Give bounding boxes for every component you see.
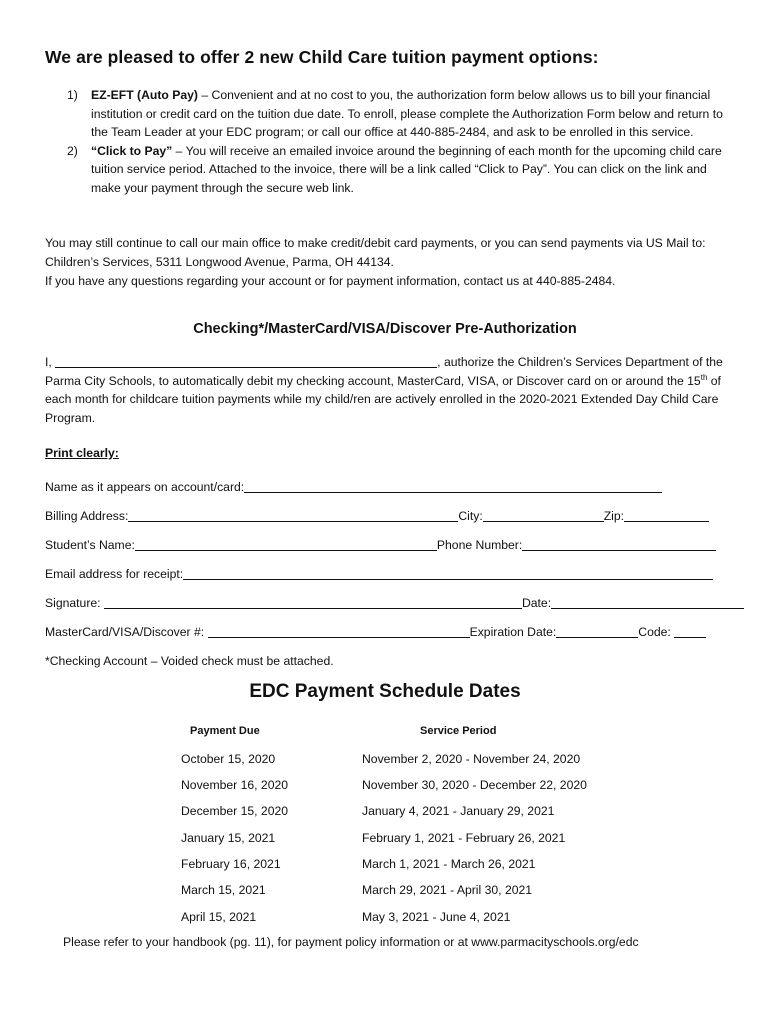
payment-due-cell: November 16, 2020 xyxy=(181,778,289,792)
option-item-click-to-pay xyxy=(45,142,735,198)
payment-due-cell: December 15, 2020 xyxy=(181,804,289,818)
name-label: Name as it appears on account/card: xyxy=(45,480,245,494)
column-header-service-period: Service Period xyxy=(420,725,497,737)
expiration-blank[interactable] xyxy=(556,625,638,638)
option-label: EZ-EFT (Auto Pay) xyxy=(91,88,198,102)
page-title: We are pleased to offer 2 new Child Care tuition payment options: xyxy=(45,47,599,67)
contact-paragraph xyxy=(45,234,735,290)
name-field-line xyxy=(45,480,662,494)
option-item-auto-pay xyxy=(45,86,735,142)
print-clearly-label: Print clearly: xyxy=(45,446,119,460)
card-number-blank[interactable] xyxy=(208,625,470,638)
code-blank[interactable] xyxy=(674,625,706,638)
student-field-line xyxy=(45,538,716,552)
student-label: Student’s Name: xyxy=(45,538,135,552)
billing-label: Billing Address: xyxy=(45,509,129,523)
signature-field-line xyxy=(45,596,744,610)
checking-note: *Checking Account – Voided check must be attached. xyxy=(45,654,334,668)
signature-label: Signature: xyxy=(45,596,104,610)
expiration-label: Expiration Date: xyxy=(469,625,557,639)
auth-prefix: I, xyxy=(45,355,56,369)
footer-note: Please refer to your handbook (pg. 11), for payment policy information or at www.parmacityschools.org/edc xyxy=(63,935,639,949)
email-field-line xyxy=(45,567,713,581)
date-blank[interactable] xyxy=(551,596,744,609)
service-period-cell: November 2, 2020 - November 24, 2020 xyxy=(362,752,581,766)
card-field-line xyxy=(45,625,706,639)
payment-due-cell: October 15, 2020 xyxy=(181,752,276,766)
phone-label: Phone Number: xyxy=(436,538,523,552)
payment-due-cell: April 15, 2021 xyxy=(181,910,257,924)
payment-due-cell: March 15, 2021 xyxy=(181,883,266,897)
phone-blank[interactable] xyxy=(522,538,716,551)
name-blank[interactable] xyxy=(244,480,662,493)
service-period-cell: January 4, 2021 - January 29, 2021 xyxy=(362,804,555,818)
email-blank[interactable] xyxy=(183,567,713,580)
column-header-payment-due: Payment Due xyxy=(190,725,260,737)
option-text: – Convenient and at no cost to you, the authorization form below allows us to bill your financial institution or credit card on the tuition due date. To enroll, please complete the Authorization Form below and return to the Team Leader at your EDC program; or call our office at 440-885-2484, and ask to be enrolled in this service. xyxy=(91,88,723,140)
authorizer-name-blank[interactable] xyxy=(55,355,437,368)
contact-text: You may still continue to call our main office to make credit/debit card payments, or you can send payments via US Mail to: Children’s Services, 5311 Longwood Avenue, Parma, OH 44134. xyxy=(45,236,706,269)
signature-blank[interactable] xyxy=(104,596,522,609)
service-period-cell: March 29, 2021 - April 30, 2021 xyxy=(362,883,533,897)
service-period-cell: November 30, 2020 - December 22, 2020 xyxy=(362,778,587,792)
auth-sup: th xyxy=(700,372,708,382)
card-label: MasterCard/VISA/Discover #: xyxy=(45,625,208,639)
schedule-heading: EDC Payment Schedule Dates xyxy=(249,681,521,702)
city-label: City: xyxy=(458,509,483,523)
payment-due-cell: January 15, 2021 xyxy=(181,831,276,845)
service-period-cell: March 1, 2021 - March 26, 2021 xyxy=(362,857,536,871)
zip-blank[interactable] xyxy=(624,509,709,522)
service-period-cell: May 3, 2021 - June 4, 2021 xyxy=(362,910,511,924)
billing-field-line xyxy=(45,509,709,523)
authorization-paragraph xyxy=(45,353,735,427)
auth-text: , authorize the Children’s Services Department of the Parma City Schools, to automatically debit my checking account, MasterCard, VISA, or Discover card on or around the 15 xyxy=(45,355,723,388)
email-label: Email address for receipt: xyxy=(45,567,184,581)
list-number: 1) xyxy=(67,88,78,102)
payment-options-list xyxy=(45,86,735,198)
list-number: 2) xyxy=(67,143,78,158)
auth-text-rest: of each month for childcare tuition payments while my child/ren are actively enrolled in the 2020-2021 Extended Day Child Care Program. xyxy=(45,373,721,425)
questions-text: If you have any questions regarding your account or for payment information, contact us at 440-885-2484. xyxy=(45,273,616,288)
city-blank[interactable] xyxy=(483,509,604,522)
date-label: Date: xyxy=(521,596,552,610)
student-blank[interactable] xyxy=(135,538,437,551)
code-label: Code: xyxy=(638,625,675,639)
payment-due-cell: February 16, 2021 xyxy=(181,857,281,871)
billing-blank[interactable] xyxy=(128,509,458,522)
zip-label: Zip: xyxy=(603,509,625,523)
option-label: “Click to Pay” xyxy=(91,143,173,158)
service-period-cell: February 1, 2021 - February 26, 2021 xyxy=(362,831,566,845)
option-text: – You will receive an emailed invoice around the beginning of each month for the upcoming child care tuition service period. Attached to the invoice, there will be a link called “Click to Pay”. You can click on the link and make your payment through the secure web link. xyxy=(91,143,722,195)
authorization-heading: Checking*/MasterCard/VISA/Discover Pre-Authorization xyxy=(193,321,577,337)
